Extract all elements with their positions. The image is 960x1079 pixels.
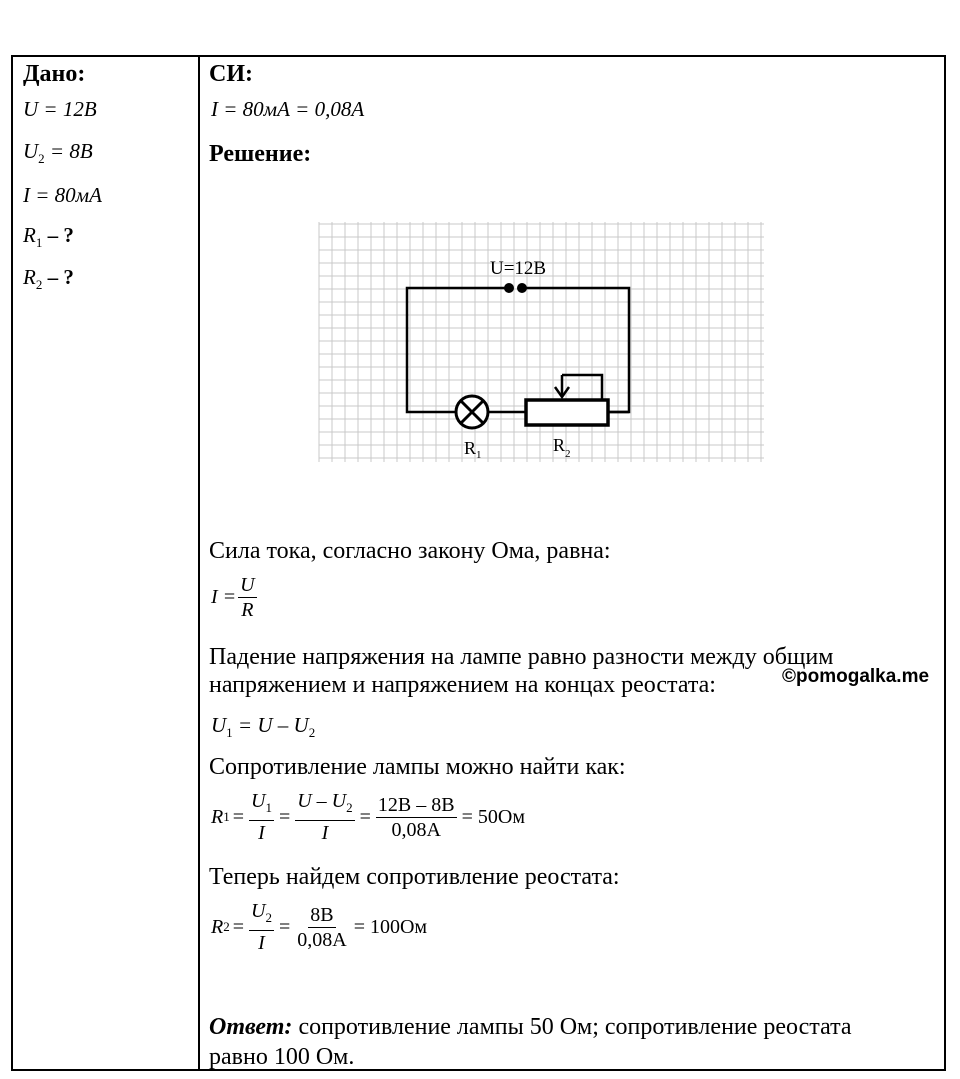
given-u2: $U_2 = 8В$	[23, 139, 93, 166]
given-r2-unknown: $R_2$ – ?	[23, 265, 74, 292]
formula-r2: R 2 = $\frac{U_2}{I}$ = $\frac{8В}{0,08А}$ = 100Ом	[211, 900, 428, 954]
given-u: U = 12В	[23, 97, 97, 121]
given-heading: Дано:	[23, 61, 86, 87]
paragraph-voltage-drop-2: напряжением и напряжением на концах реостата:	[209, 672, 716, 698]
answer-line-1: Ответ: сопротивление лампы 50 Ом; сопротивление реостата	[209, 1014, 852, 1040]
given-r1-unknown: $R_1$ – ?	[23, 223, 74, 250]
paragraph-ohms-law: Сила тока, согласно закону Ома, равна:	[209, 538, 611, 564]
formula-r1: R 1 = $\frac{U_1}{I}$ = $\frac{U - U_2}{I}$ = $\frac{12В - 8В}{0,08А}$ = 50Ом	[211, 790, 525, 844]
answer-line-2: равно 100 Ом.	[209, 1044, 355, 1070]
paragraph-voltage-drop-1: Падение напряжения на лампе равно разности между общим	[209, 644, 834, 670]
r2-label: $R_2$	[553, 435, 571, 460]
terminal-dot-right	[517, 283, 527, 293]
solution-heading: Решение:	[209, 141, 312, 167]
r1-label: $R_1$	[464, 438, 482, 461]
rheostat-icon	[526, 400, 608, 425]
formula-u1: $U_1 = U - U_2$	[211, 713, 316, 740]
lamp-icon	[456, 396, 488, 428]
si-heading: СИ:	[209, 61, 253, 87]
solution-table	[11, 55, 946, 1071]
voltage-label: U=12B	[490, 258, 547, 279]
paragraph-rheostat-resistance: Теперь найдем сопротивление реостата:	[209, 864, 620, 890]
given-i: I = 80мА	[23, 183, 102, 207]
formula-ohms-law: I = $\frac{U}{R}$	[211, 574, 255, 621]
watermark: ©pomogalka.me	[782, 666, 930, 687]
paragraph-lamp-resistance: Сопротивление лампы можно найти как:	[209, 754, 626, 780]
rheostat-slider-arrow	[555, 375, 569, 397]
si-conversion: I = 80мА = 0,08А	[211, 97, 365, 121]
terminal-dot-left	[504, 283, 514, 293]
column-divider	[198, 57, 200, 1069]
circuit-diagram	[304, 222, 774, 482]
